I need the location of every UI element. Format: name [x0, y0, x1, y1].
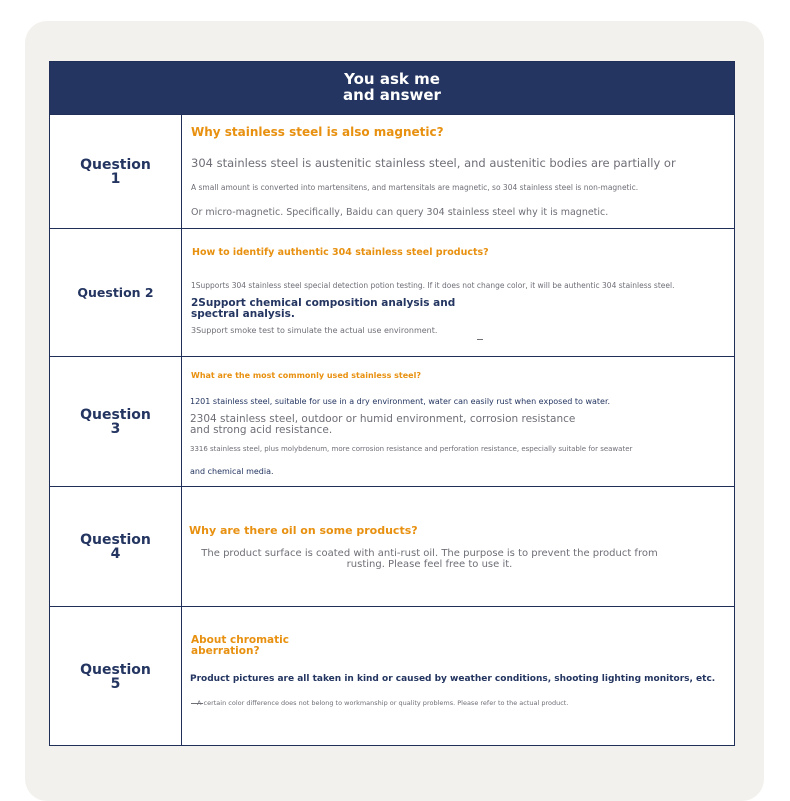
question-cell-4 [50, 487, 182, 607]
faq-row-3 [50, 356, 734, 487]
faq-row-1 [50, 114, 734, 229]
faq-table [49, 61, 735, 746]
header-line-1: You ask me [344, 70, 440, 88]
faq-row-5 [50, 606, 734, 746]
faq-header [50, 62, 734, 114]
answer-line: spectral analysis. [191, 308, 295, 320]
answer-cell-2 [182, 229, 734, 357]
question-title-2: How to identify authentic 304 stainless steel products? [192, 247, 489, 258]
stray-mark [477, 339, 483, 340]
answer-line: 3316 stainless steel, plus molybdenum, more corrosion resistance and perforation resistance, especially suitable for seawater [190, 445, 633, 453]
question-title-1: Why stainless steel is also magnetic? [191, 125, 444, 139]
answer-line: The product surface is coated with anti-rust oil. The purpose is to prevent the product from [201, 548, 658, 559]
question-label-4: Question 4 [80, 532, 151, 562]
answer-line: A small amount is converted into martensitens, and martensitals are magnetic, so 304 stainless steel is non-magnetic. [191, 183, 639, 192]
answer-line: and strong acid resistance. [190, 424, 333, 436]
question-label-3: Question 3 [80, 407, 151, 437]
question-cell-5 [50, 607, 182, 746]
question-label-5: Question 5 [80, 661, 151, 692]
answer-block-4 [187, 548, 672, 570]
answer-cell-5 [182, 607, 734, 746]
answer-line: and chemical media. [190, 467, 274, 476]
answer-line: Or micro-magnetic. Specifically, Baidu can query 304 stainless steel why it is magnetic. [191, 207, 609, 218]
answer-line: 3Support smoke test to simulate the actual use environment. [191, 326, 438, 335]
faq-row-4 [50, 486, 734, 607]
question-cell-1 [50, 115, 182, 229]
answer-line: Product pictures are all taken in kind or caused by weather conditions, shooting lighting monitors, etc. [190, 674, 716, 684]
answer-cell-3 [182, 357, 734, 487]
answer-cell-4 [182, 487, 734, 607]
answer-line: 2304 stainless steel, outdoor or humid environment, corrosion resistance [190, 413, 576, 425]
question-cell-3 [50, 357, 182, 487]
question-title-5: About chromatic aberration? [191, 634, 289, 657]
question-label-1: Question 1 [80, 157, 151, 187]
answer-cell-1 [182, 115, 734, 229]
faq-row-2 [50, 228, 734, 357]
question-title-4: Why are there oil on some products? [189, 524, 418, 537]
question-cell-2 [50, 229, 182, 357]
answer-line: rusting. Please feel free to use it. [346, 559, 513, 570]
answer-line: 1201 stainless steel, suitable for use in a dry environment, water can easily rust when exposed to water. [190, 397, 611, 406]
question-title-3: What are the most commonly used stainless steel? [191, 371, 421, 380]
answer-line: 2Support chemical composition analysis and [191, 297, 456, 309]
answer-line: 1Supports 304 stainless steel special detection potion testing. If it does not change color, it will be authentic 304 stainless steel. [191, 281, 675, 290]
answer-line: A certain color difference does not belong to workmanship or quality problems. Please refer to the actual product. [197, 699, 569, 707]
header-line-2: and answer [343, 86, 441, 104]
answer-line: 304 stainless steel is austenitic stainless steel, and austenitic bodies are partially or [191, 156, 676, 170]
question-label-2: Question 2 [77, 285, 154, 300]
